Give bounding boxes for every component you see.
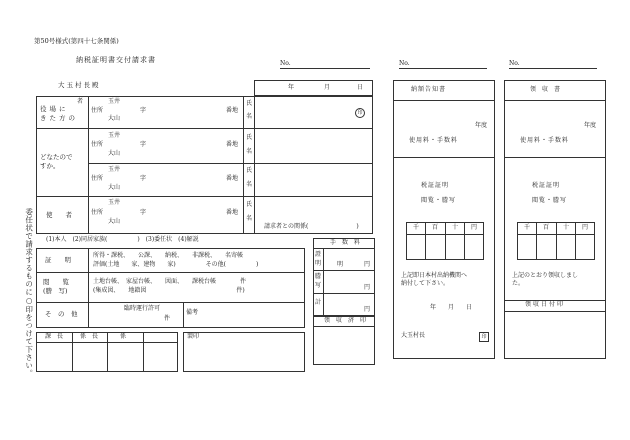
number-line-main[interactable] <box>280 68 370 69</box>
permit-line-1[interactable]: 臨時運行許可 <box>124 305 161 312</box>
form-number: 第50号様式(第四十七条関係) <box>34 37 119 45</box>
stub1-title: 納額告知書 <box>411 86 447 93</box>
row1-name-2: 名 <box>246 113 253 120</box>
remarks-label[interactable]: 備考 <box>186 309 199 316</box>
date-day: 日 <box>357 84 364 91</box>
viewing-label-1: 閲 覧 <box>43 278 69 286</box>
receipt-stamp-label: 製印 <box>187 333 200 340</box>
row4-name-1: 氏 <box>246 201 253 208</box>
stub1-fee-type: 使用料・手数料 <box>409 137 459 144</box>
row2-pref2: 大山 <box>108 150 121 157</box>
user-label: 使 者 <box>46 211 72 219</box>
permit-line-2: 件 <box>164 315 171 322</box>
number-line-stub1[interactable] <box>399 68 487 69</box>
fee-row2-label-2: 写 <box>315 282 322 289</box>
fee-row3-label: 計 <box>315 299 322 306</box>
stub2-title: 領 収 書 <box>530 86 561 93</box>
row4-pref: 玉井 <box>108 199 121 206</box>
row3-addr-label: 住所 <box>91 175 104 182</box>
fee-row1-yen: 明 <box>337 261 344 268</box>
staff-chief: 課 長 <box>45 333 64 340</box>
cert-line-1[interactable]: 所得・課税、 公課、 納税、 非課税、 名寄帳 <box>93 252 244 259</box>
row4-pref2: 大山 <box>108 218 121 225</box>
other-label: そ の 他 <box>45 310 78 318</box>
fee-row2-unit: 円 <box>364 284 371 291</box>
stub2-stamp-label: 領収日付印 <box>525 301 566 308</box>
row3-name-2: 名 <box>246 181 253 188</box>
number-label-main: No. <box>280 60 291 67</box>
row2-aza: 字 <box>140 141 147 148</box>
number-label-stub1: No. <box>399 60 410 67</box>
stub1-message-1: 上記即日本村出納機関へ <box>401 272 468 279</box>
vertical-note: 委任状で請求するものに○印をつけて下さい。 <box>24 208 34 378</box>
row2-name-2: 名 <box>246 148 253 155</box>
stub2-fee-type: 使用料・手数料 <box>520 137 570 144</box>
stub2-digit-thousand: 千 <box>524 224 531 231</box>
stub2-message-2: た。 <box>512 280 525 287</box>
user-relation[interactable]: 請求者との関係( ) <box>264 223 359 230</box>
viewing-label-2: (謄 写) <box>43 287 68 295</box>
row2-banchi: 番地 <box>226 141 239 148</box>
date-year: 年 <box>288 84 295 91</box>
form-title: 納税証明書交付請求書 <box>76 56 156 64</box>
whom-label-2: すか。 <box>40 162 60 170</box>
row2-addr-label: 住所 <box>91 141 104 148</box>
date-month: 月 <box>324 84 331 91</box>
fee-title: 手 数 料 <box>330 239 361 246</box>
stub2-year: 年度 <box>584 122 597 129</box>
stub1-digit-yen: 円 <box>471 224 478 231</box>
viewing-line-1[interactable]: 土地台帳、 家屋台帳、 図面、 課税台帳 件 <box>93 278 247 285</box>
row1-name-1: 氏 <box>246 100 253 107</box>
number-line-stub2[interactable] <box>509 68 597 69</box>
whom-label-1: どなたので <box>40 153 73 161</box>
row3-pref: 玉井 <box>108 166 121 173</box>
staff-clerk: 係 <box>120 333 127 340</box>
row2-pref: 玉井 <box>108 132 121 139</box>
row3-banchi: 番地 <box>226 175 239 182</box>
applicant-table <box>36 96 373 234</box>
stub2-cert: 税証証明 <box>532 182 561 189</box>
stub1-message-2: 納付して下さい。 <box>401 280 450 287</box>
number-label-stub2: No. <box>509 60 520 67</box>
row4-addr-label: 住所 <box>91 209 104 216</box>
row1-pref: 玉井 <box>108 98 121 105</box>
staff-sub-chief: 係 長 <box>80 333 99 340</box>
stub1-viewing: 閲覧・謄写 <box>421 197 457 204</box>
stub2-message-1: 上記のとおり領収しまし <box>512 272 579 279</box>
cert-label: 証 明 <box>45 256 71 264</box>
stub1-digit-ten: 十 <box>452 224 459 231</box>
stub1-digit-thousand: 千 <box>413 224 420 231</box>
cert-line-2[interactable]: 評価(土地 家、建物 家) その他( ) <box>93 261 259 268</box>
row3-name-1: 氏 <box>246 167 253 174</box>
row4-aza: 字 <box>140 209 147 216</box>
viewing-line-2[interactable]: (集成図、 地籍図 件) <box>93 287 245 294</box>
stub1-date: 年 月 日 <box>430 304 473 311</box>
row1-addr-label: 住所 <box>91 107 104 114</box>
stub1-digit-hundred: 百 <box>432 224 439 231</box>
stub2-digit-yen: 円 <box>582 224 589 231</box>
fee-row2-label-1: 謄 <box>315 273 322 280</box>
row3-aza: 字 <box>140 175 147 182</box>
stub2-viewing: 閲覧・謄写 <box>532 197 568 204</box>
relation-options: (1)本人 (2)同居家族( ) (3)委任状 (4)解説 <box>46 236 199 243</box>
fee-row3-unit: 円 <box>364 306 371 313</box>
row1-pref2: 大山 <box>108 115 121 122</box>
row4-name-2: 名 <box>246 215 253 222</box>
receipt-stamp-box[interactable] <box>183 332 305 372</box>
stub1-seal: 印 <box>479 332 489 342</box>
row3-pref2: 大山 <box>108 184 121 191</box>
applicant-label-1: 者 <box>77 98 84 105</box>
row1-aza: 字 <box>140 107 147 114</box>
seal-mark: 印 <box>355 108 365 118</box>
stub1-cert: 税証証明 <box>421 182 450 189</box>
row1-banchi: 番地 <box>226 107 239 114</box>
fee-row1-unit: 円 <box>364 261 371 268</box>
date-box[interactable] <box>254 80 373 96</box>
fee-row1-label-2: 明 <box>315 260 322 267</box>
stub2-digit-hundred: 百 <box>543 224 550 231</box>
row4-banchi: 番地 <box>226 209 239 216</box>
applicant-label-2: 役場に <box>40 105 69 113</box>
stub1-mayor: 大玉村長 <box>401 332 426 339</box>
received-label: 領 収 済 印 <box>324 317 367 324</box>
fee-row1-label-1: 證 <box>315 251 322 258</box>
recipient: 大玉村長殿 <box>58 81 101 89</box>
row2-name-1: 氏 <box>246 134 253 141</box>
applicant-label-3: きた方の <box>40 114 78 122</box>
stub2-digit-ten: 十 <box>563 224 570 231</box>
stub1-year: 年度 <box>475 122 488 129</box>
